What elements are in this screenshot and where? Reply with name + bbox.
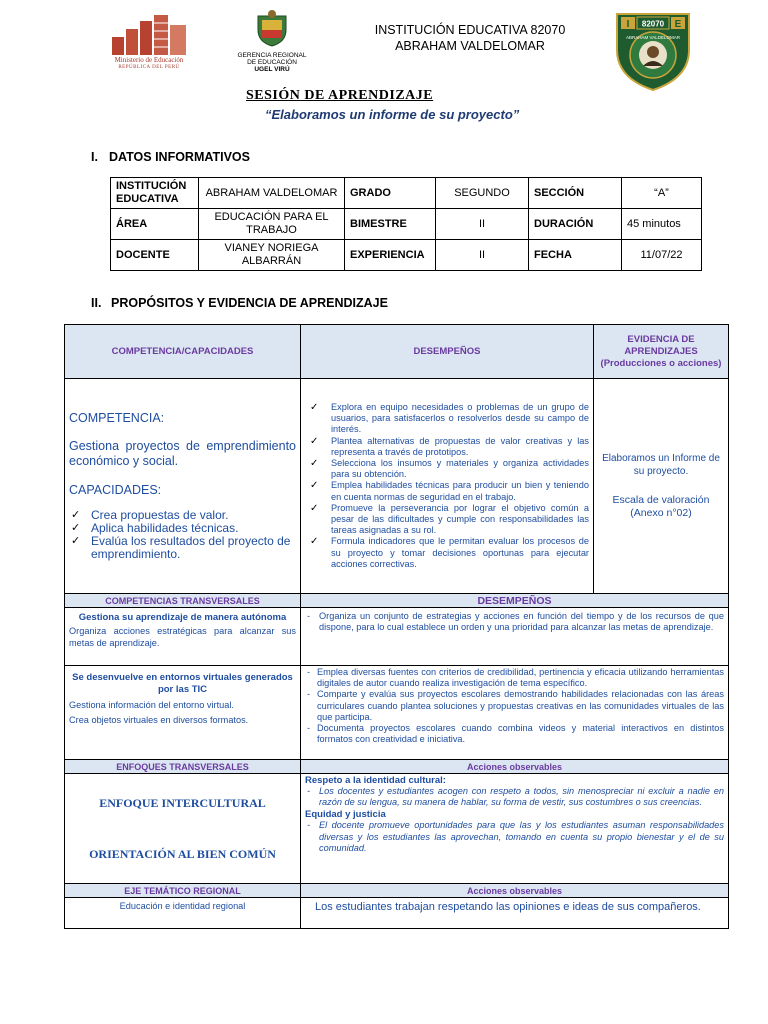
section-1-number: I. (91, 150, 98, 164)
docente-value: VIANEY NORIEGA ALBARRÁN (199, 240, 345, 271)
table-row (65, 898, 729, 929)
minedu-bars-icon (110, 15, 188, 55)
list-item: ✓ Emplea habilidades técnicas para producir un bien y teniendo en cuenta normas de seguridad en el trabajo. (305, 480, 589, 502)
capacidades-label: CAPACIDADES: (69, 483, 162, 497)
header-desempenos: DESEMPEÑOS (301, 325, 594, 379)
ugel-line-1: GERENCIA REGIONAL (237, 52, 307, 59)
list-item: ✓ Explora en equipo necesidades o problemas de un grupo de usuarios, para satisfacerlos o resolverlos desde su campo de interés. (305, 402, 589, 436)
institution-line-2: ABRAHAM VALDELOMAR (395, 39, 545, 53)
area-label: ÁREA (111, 209, 199, 240)
grado-value: SEGUNDO (436, 178, 529, 209)
ugel-line-2: DE EDUCACIÓN (247, 59, 297, 66)
acciones-cell (301, 774, 729, 884)
desempenos-list (305, 402, 589, 570)
section-1-heading (91, 150, 250, 164)
ugel-seal-icon (252, 8, 292, 48)
session-title: SESIÓN DE APRENDIZAJE (246, 88, 434, 103)
competencia-label: COMPETENCIA: (69, 411, 165, 425)
minedu-subcaption: REPÚBLICA DEL PERÚ (118, 65, 180, 70)
school-badge (613, 10, 693, 92)
table-row (65, 774, 729, 884)
valor-2-list (305, 820, 724, 854)
badge-number: 82070 (641, 19, 665, 29)
competencia-cell (65, 379, 301, 594)
duracion-value: 45 minutos (622, 209, 702, 240)
eje-accion: Los estudiantes trabajan respetando las opiniones e ideas de sus compañeros. (301, 898, 729, 929)
minedu-caption: Ministerio de Educación (114, 56, 184, 64)
seccion-value: “A” (622, 178, 702, 209)
header-acciones: Acciones observables (301, 760, 729, 774)
evidencia-text-1: Elaboramos un Informe de su proyecto. (602, 453, 720, 477)
desempenos-cell (301, 379, 594, 594)
trans1-cell (65, 608, 301, 666)
section-2-heading (91, 296, 388, 310)
list-item: - El docente promueve oportunidades para que las y los estudiantes asuman responsabilidades diversas y los estudiantes las aprovechan, tomando en cuenta su propio bienestar y el de su comunidad. (305, 820, 724, 854)
evidencia-cell (594, 379, 729, 594)
header-eje: EJE TEMÁTICO REGIONAL (65, 884, 301, 898)
minedu-logo (108, 15, 190, 71)
trans1-des-list (305, 611, 724, 633)
bimestre-label: BIMESTRE (345, 209, 436, 240)
institution-title (360, 22, 580, 54)
table-row (65, 666, 729, 760)
list-item: - Los docentes y estudiantes acogen con respeto a todos, sin menospreciar ni excluir a nadie en razón de su lengua, su manera de hablar, su forma de vestir, sus costumbres o sus creencias. (305, 786, 724, 808)
session-subtitle: “Elaboramos un informe de su proyecto” (265, 107, 520, 122)
evidencia-text-2: Escala de valoración (Anexo n°02) (612, 494, 710, 519)
trans2-des-cell (301, 666, 729, 760)
valor-1-list (305, 786, 724, 808)
enfoque-2: ORIENTACIÓN AL BIEN COMÚN (89, 846, 276, 861)
eje-text: Educación e identidad regional (65, 898, 301, 929)
area-value: EDUCACIÓN PARA EL TRABAJO (199, 209, 345, 240)
trans1-title: Gestiona su aprendizaje de manera autónoma (78, 612, 287, 623)
experiencia-label: EXPERIENCIA (345, 240, 436, 271)
list-item: - Documenta proyectos escolares cuando combina videos y material interactivos en distintos formatos con creatividad e iniciativa. (305, 723, 724, 745)
badge-ring-text: ABRAHAM VALDELOMAR (626, 35, 680, 40)
trans2-cap-1: Gestiona información del entorno virtual. (69, 700, 234, 710)
seccion-label: SECCIÓN (529, 178, 622, 209)
table-row (65, 760, 729, 774)
list-item: ✓ Aplica habilidades técnicas. (69, 522, 296, 535)
table-row (65, 594, 729, 608)
header-evidencia: EVIDENCIA DE APRENDIZAJES (Producciones o acciones) (594, 325, 729, 379)
header-enfoques: ENFOQUES TRANSVERSALES (65, 760, 301, 774)
trans1-des-cell (301, 608, 729, 666)
list-item: ✓ Promueve la perseverancia por lograr el objetivo común a pesar de las dificultades y cumple con responsabilidades las tareas asignadas a su rol. (305, 503, 589, 537)
trans2-cap-2: Crea objetos virtuales en diversos formatos. (69, 715, 249, 725)
school-badge-icon (613, 10, 693, 92)
list-item: - Organiza un conjunto de estrategias y acciones en función del tiempo y de los recursos de que dispone, para lo cual establece un orden y una prioridad para alcanzar las metas de aprendizaje. (305, 611, 724, 633)
ugel-logo (232, 8, 312, 80)
table-row (65, 884, 729, 898)
badge-letter-left: I (626, 19, 630, 30)
list-item: ✓ Evalúa los resultados del proyecto de emprendimiento. (69, 535, 296, 561)
datos-table (110, 177, 702, 271)
list-item: ✓ Crea propuestas de valor. (69, 509, 296, 522)
trans2-cell (65, 666, 301, 760)
grado-label: GRADO (345, 178, 436, 209)
list-item: ✓ Formula indicadores que le permitan evaluar los procesos de su proyecto y tomar decisiones oportunas para ejecutar acciones correctivas. (305, 536, 589, 570)
list-item: ✓ Selecciona los insumos y materiales y organiza actividades para su obtención. (305, 458, 589, 480)
institucion-label: INSTITUCIÓN EDUCATIVA (111, 178, 199, 209)
header-desempenos-2: DESEMPEÑOS (301, 594, 729, 608)
section-2-number: II. (91, 296, 102, 310)
valor-2-title: Equidad y justicia (305, 809, 386, 821)
table-row (65, 608, 729, 666)
enfoque-1: ENFOQUE INTERCULTURAL (99, 795, 266, 810)
list-item: - Comparte y evalúa sus proyectos escolares demostrando habilidades relacionadas con las áreas curriculares cuando plantea soluciones y propuestas creativas en las comunidades virtuales de las que participa. (305, 689, 724, 723)
propositos-table (64, 324, 729, 929)
competencia-text: Gestiona proyectos de emprendimiento económico y social. (69, 439, 296, 468)
header-competencia: COMPETENCIA/CAPACIDADES (65, 325, 301, 379)
trans1-text: Organiza acciones estratégicas para alcanzar sus metas de aprendizaje. (69, 626, 296, 648)
fecha-label: FECHA (529, 240, 622, 271)
badge-letter-right: E (674, 19, 682, 30)
enfoques-cell (65, 774, 301, 884)
institution-line-1: INSTITUCIÓN EDUCATIVA 82070 (374, 23, 566, 37)
list-item: ✓ Plantea alternativas de propuestas de valor creativas y las representa a través de prototipos. (305, 436, 589, 458)
table-row (65, 379, 729, 594)
trans2-title: Se desenvuelve en entornos virtuales generados por las TIC (72, 672, 293, 695)
section-2-title: PROPÓSITOS Y EVIDENCIA DE APRENDIZAJE (111, 296, 388, 310)
table-row (65, 325, 729, 379)
ugel-line-3: UGEL VIRÚ (254, 66, 290, 73)
institucion-value: ABRAHAM VALDELOMAR (199, 178, 345, 209)
table-row (111, 240, 702, 271)
header-acciones-2: Acciones observables (301, 884, 729, 898)
table-row (111, 209, 702, 240)
section-1-title: DATOS INFORMATIVOS (109, 150, 250, 164)
docente-label: DOCENTE (111, 240, 199, 271)
capacidades-list (69, 509, 296, 561)
table-row (111, 178, 702, 209)
bimestre-value: II (436, 209, 529, 240)
valor-1-title: Respeto a la identidad cultural: (305, 775, 446, 786)
trans2-des-list (305, 667, 724, 745)
experiencia-value: II (436, 240, 529, 271)
fecha-value: 11/07/22 (622, 240, 702, 271)
duracion-label: DURACIÓN (529, 209, 622, 240)
list-item: - Emplea diversas fuentes con criterios de credibilidad, pertinencia y eficacia utilizando herramientas digitales de autor cuando realiza investigación de tema específico. (305, 667, 724, 689)
header-transversales: COMPETENCIAS TRANSVERSALES (65, 594, 301, 608)
